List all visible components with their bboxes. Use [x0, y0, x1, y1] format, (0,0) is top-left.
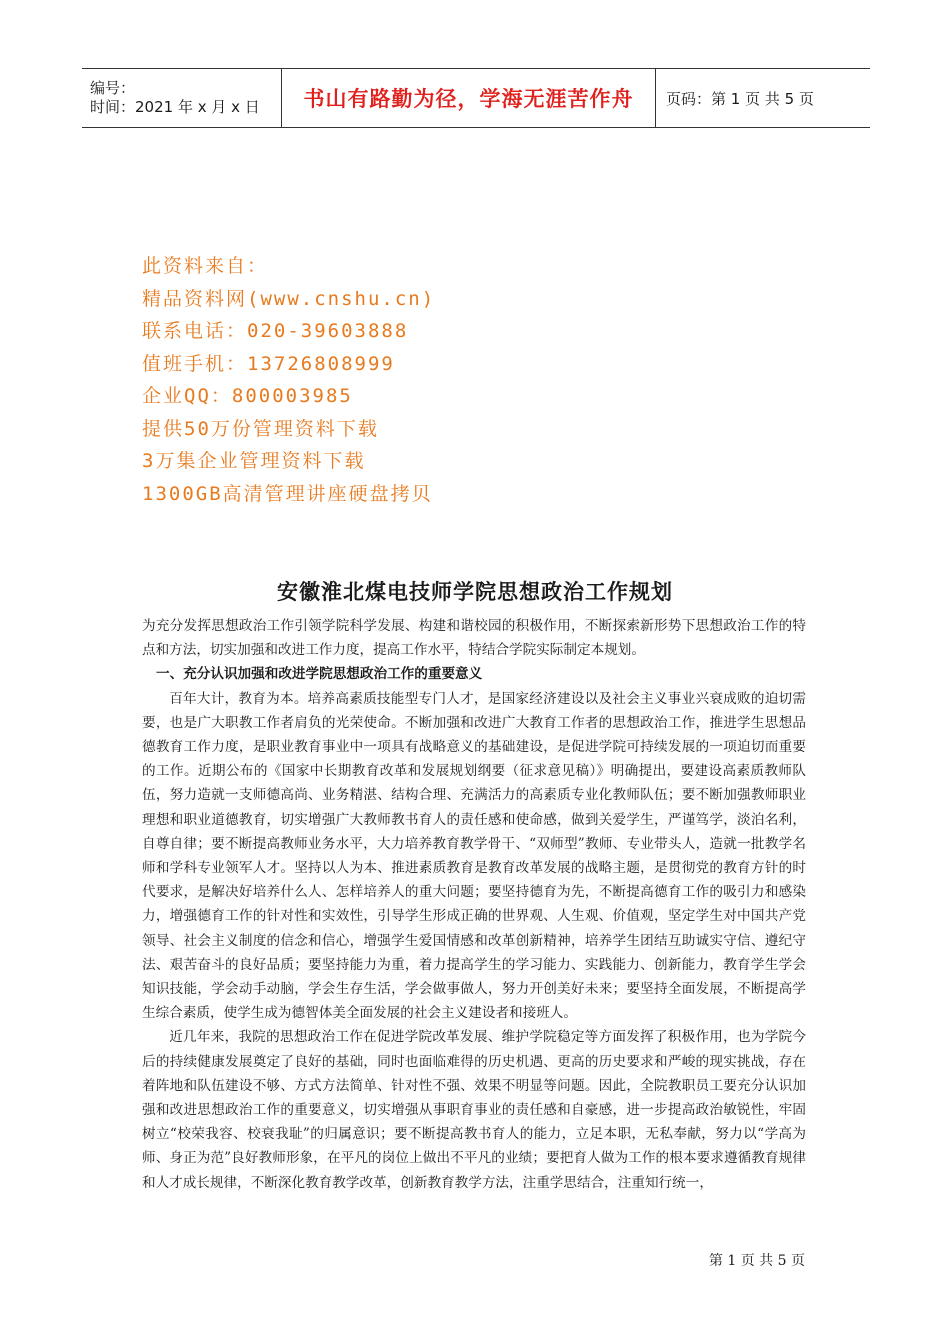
document-body	[142, 614, 806, 1195]
body-paragraph: 近几年来，我院的思想政治工作在促进学院改革发展、维护学院稳定等方面发挥了积极作用，也为学院今后的持续健康发展奠定了良好的基础，同时也面临难得的历史机遇、更高的历史要求和严峻的现实挑战，存在着阵地和队伍建设不够、方式方法简单、针对性不强、效果不明显等问题。因此，全院教职员工要充分认识加强和改进思想政治工作的重要意义，切实增强从事职育事业的责任感和自豪感，进一步提高政治敏锐性，牢固树立“校荣我容、校衰我耻”的归属意识；要不断提高教书育人的能力，立足本职，无私奉献，努力以“学高为师、身正为范”良好教师形象，在平凡的岗位上做出不平凡的业绩；要把育人做为工作的根本要求遵循教育规律和人才成长规律，不断深化教育教学改革，创新教育教学方法，注重学思结合，注重知行统一，	[142, 1029, 806, 1191]
intro-paragraph: 为充分发挥思想政治工作引领学院科学发展、构建和谐校园的积极作用，不断探索新形势下思想政治工作的特点和方法，切实加强和改进工作力度，提高工作水平，特结合学院实际制定本规划。	[142, 618, 806, 659]
source-line: 此资料来自：	[142, 255, 269, 277]
page-footer: 第 1 页 共 5 页	[708, 1253, 805, 1269]
page-header	[82, 68, 870, 128]
document-title: 安徽淮北煤电技师学院思想政治工作规划	[277, 580, 673, 604]
date-line: 时间：2021 年 x 月 x 日	[90, 98, 260, 116]
page-info: 页码：第 1 页 共 5 页	[666, 89, 814, 108]
motto: 书山有路勤为径，学海无涯苦作舟	[303, 87, 634, 111]
header-page-info-cell	[656, 69, 870, 127]
source-line: 值班手机：13726808999	[142, 352, 395, 375]
header-motto-cell	[282, 69, 656, 127]
source-line: 提供50万份管理资料下载	[142, 417, 379, 440]
number-label: 编号：	[90, 79, 136, 97]
source-line: 精品资料网(www.cnshu.cn)	[142, 287, 436, 310]
body-paragraph: 百年大计，教育为本。培养高素质技能型专门人才，是国家经济建设以及社会主义事业兴衰成败的迫切需要，也是广大职教工作者肩负的光荣使命。不断加强和改进广大教育工作者的思想政治工作，推进学生思想品德教育工作力度，是职业教育事业中一项具有战略意义的基础建设，是促进学院可持续发展的一项迫切而重要的工作。近期公布的《国家中长期教育改革和发展规划纲要（征求意见稿）》明确提出，要建设高素质教师队伍，努力造就一支师德高尚、业务精湛、结构合理、充满活力的高素质专业化教师队伍；要不断加强教师职业理想和职业道德教育，切实增强广大教师教书育人的责任感和使命感，做到关爱学生，严谨笃学，淡泊名利，自尊自律；要不断提高教师业务水平，大力培养教育教学骨干、“双师型”教师、专业带头人，造就一批教学名师和学科专业领军人才。坚持以人为本、推进素质教育是教育改革发展的战略主题，是贯彻党的教育方针的时代要求，是解决好培养什么人、怎样培养人的重大问题；要坚持德育为先，不断提高德育工作的吸引力和感染力，增强德育工作的针对性和实效性，引导学生形成正确的世界观、人生观、价值观，坚定学生对中国共产党领导、社会主义制度的信念和信心，增强学生爱国情感和改革创新精神，培养学生团结互助诚实守信、遵纪守法、艰苦奋斗的良好品质；要坚持能力为重，着力提高学生的学习能力、实践能力、创新能力，教育学生学会知识技能，学会动手动脑，学会生存生活，学会做事做人，努力开创美好未来；要坚持全面发展，不断提高学生综合素质，使学生成为德智体美全面发展的社会主义建设者和接班人。	[142, 690, 806, 1022]
header-meta	[82, 69, 282, 127]
source-line: 1300GB高清管理讲座硬盘拷贝	[142, 482, 433, 505]
source-line: 3万集企业管理资料下载	[142, 450, 366, 472]
source-line: 联系电话：020-39603888	[142, 320, 409, 342]
section-heading: 一、充分认识加强和改进学院思想政治工作的重要意义	[156, 666, 483, 683]
source-line: 企业QQ：800003985	[142, 385, 353, 407]
source-info-block	[142, 250, 435, 510]
